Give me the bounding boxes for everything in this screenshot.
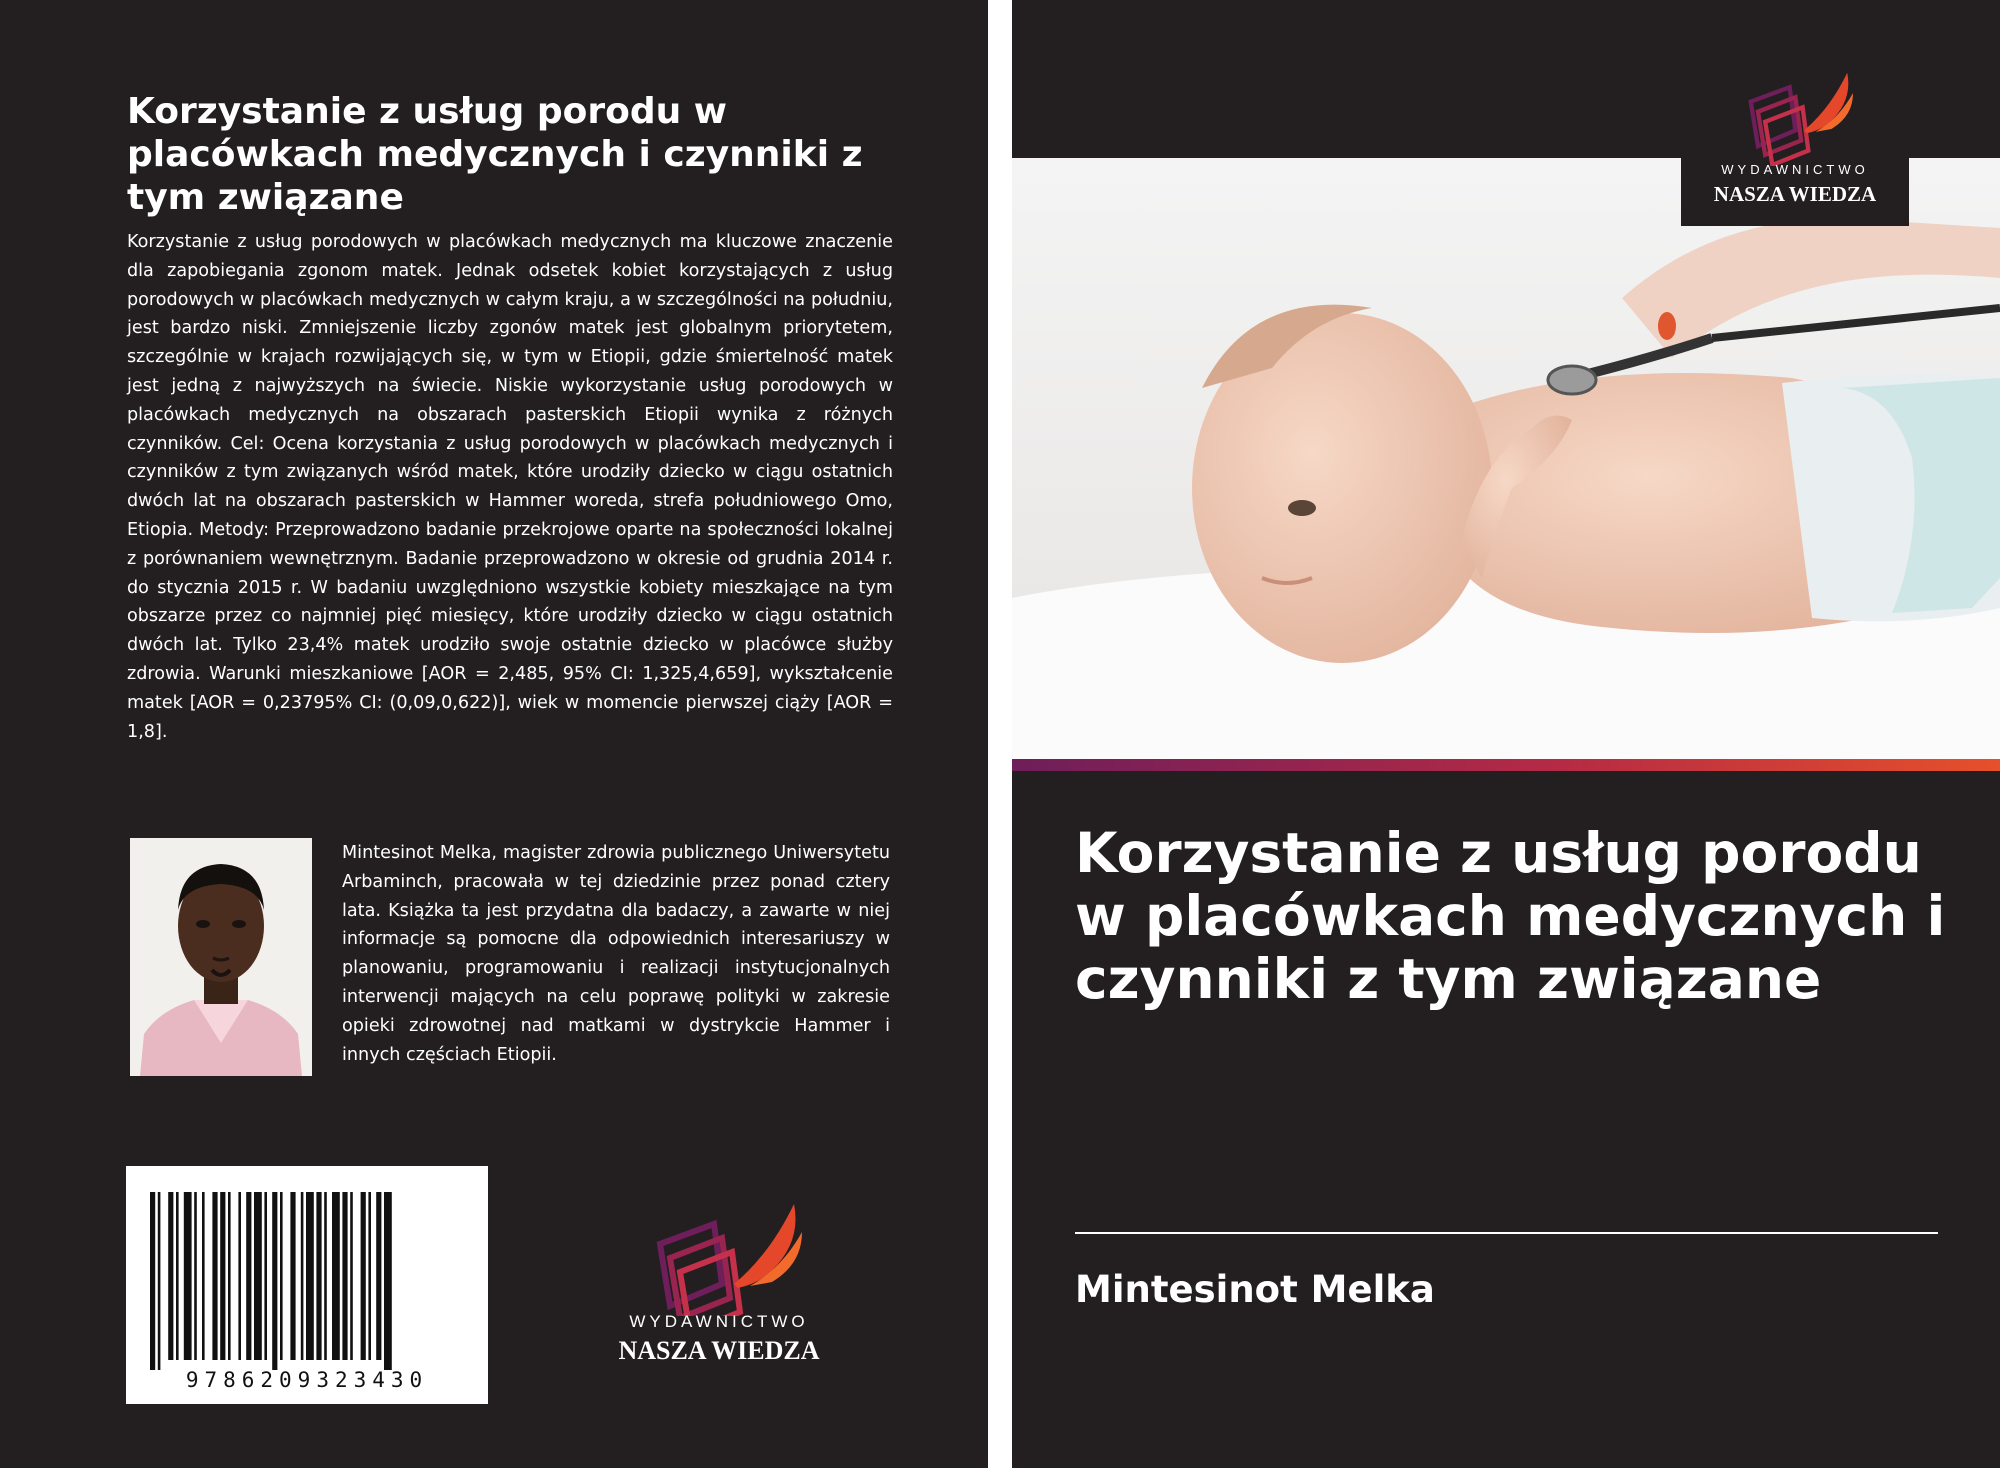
barcode-bar	[316, 1192, 321, 1360]
barcode-bar	[280, 1192, 283, 1360]
barcode-bar	[238, 1192, 241, 1360]
isbn-number: 9786209323430	[185, 1368, 429, 1392]
barcode-bar	[376, 1192, 381, 1360]
barcode-bar	[306, 1192, 314, 1360]
barcode-bar	[332, 1192, 340, 1360]
cover-photo	[1012, 158, 2000, 759]
barcode-bar	[290, 1192, 295, 1360]
publisher-word1: WYDAWNICTWO	[629, 1312, 809, 1331]
barcode-bar	[272, 1192, 277, 1370]
publisher-word1-front: WYDAWNICTWO	[1721, 162, 1869, 177]
author-name: Mintesinot Melka	[1075, 1268, 1435, 1311]
barcode-bar	[228, 1192, 231, 1360]
barcode-bar	[350, 1192, 353, 1360]
barcode-bar	[168, 1192, 173, 1360]
barcode-bar	[158, 1192, 161, 1370]
book-feather-icon-small	[1681, 56, 1909, 166]
publisher-logo-front	[1681, 56, 1909, 226]
barcode-bar	[220, 1192, 225, 1360]
barcode-bar	[212, 1192, 217, 1360]
accent-stripe	[1012, 759, 2000, 771]
front-cover-title: Korzystanie z usług porodu w placówkach medycznych i czynniki z tym związane	[1075, 821, 1946, 1011]
front-cover	[1012, 0, 2000, 1468]
author-photo	[130, 838, 312, 1076]
barcode-bar	[324, 1192, 327, 1360]
barcode-bar	[264, 1192, 267, 1360]
barcode-bar	[246, 1192, 251, 1360]
barcode-bar	[194, 1192, 197, 1360]
barcode-bar	[202, 1192, 205, 1360]
author-bio: Mintesinot Melka, magister zdrowia publicznego Uniwersytetu Arbaminch, pracowała w tej dziedzinie przez ponad cztery lata. Książka ta jest przydatna dla badaczy, a zawarte w niej informacje są pomocne dla odpowiednich interesariuszy w planowaniu, programowaniu i realizacji instytucjonalnych interwencji mających na celu poprawę polityki w zakresie opieki zdrowotnej nad matkami w dystrykcie Hammer i innych częściach Etiopii.	[342, 843, 890, 1065]
barcode-bar	[184, 1192, 192, 1360]
isbn-barcode	[126, 1166, 488, 1404]
barcode-bar	[361, 1192, 366, 1360]
title-divider	[1075, 1232, 1938, 1234]
publisher-word2: NASZA WIEDZA	[618, 1336, 820, 1365]
book-feather-icon	[594, 1176, 844, 1316]
barcode-bar	[301, 1192, 304, 1360]
back-cover-title: Korzystanie z usług porodu w placówkach medycznych i czynniki z tym związane	[127, 91, 863, 218]
publisher-logo	[594, 1176, 844, 1372]
barcode-bar	[150, 1192, 155, 1370]
barcode-bar	[342, 1192, 347, 1360]
barcode-bar	[176, 1192, 179, 1360]
barcode-bar	[368, 1192, 371, 1360]
publisher-word2-front: NASZA WIEDZA	[1713, 182, 1877, 206]
back-cover	[0, 0, 988, 1468]
barcode-bar	[254, 1192, 262, 1360]
book-abstract: Korzystanie z usług porodowych w placówkach medycznych ma kluczowe znaczenie dla zapobiegania zgonom matek. Jednak odsetek kobiet korzystających z usług porodowych w placówkach medycznych w całym kraju, a w szczególności na południu, jest bardzo niski. Zmniejszenie liczby zgonów matek jest globalnym priorytetem, szczególnie w krajach rozwijających się, w tym w Etiopii, gdzie śmiertelność matek jest jedną z najwyższych na świecie. Niskie wykorzystanie usług porodowych w placówkach medycznych na obszarach pasterskich Etiopii wynika z różnych czynników. Cel: Ocena korzystania z usług porodowych w placówkach medycznych i czynników z tym związanych wśród matek, które urodziły dziecko w ciągu ostatnich dwóch lat na obszarach pasterskich w Hammer woreda, strefa południowego Omo, Etiopia. Metody: Przeprowadzono badanie przekrojowe oparte na społeczności lokalnej z porównaniem wewnętrznym. Badanie przeprowadzono w okresie od grudnia 2014 r. do stycznia 2015 r. W badaniu uwzględniono wszystkie kobiety mieszkające na tym obszarze przez co najmniej pięć miesięcy, które urodziły dziecko w ciągu ostatnich dwóch lat. Tylko 23,4% matek urodziło swoje ostatnie dziecko w placówce służby zdrowia. Warunki mieszkaniowe [AOR = 2,485, 95% CI: 1,325,4,659], wykształcenie matek [AOR = 0,23795% CI: (0,09,0,622)], wiek w momencie pierwszej ciąży [AOR = 1,8].	[127, 232, 893, 742]
barcode-bar	[384, 1192, 392, 1370]
